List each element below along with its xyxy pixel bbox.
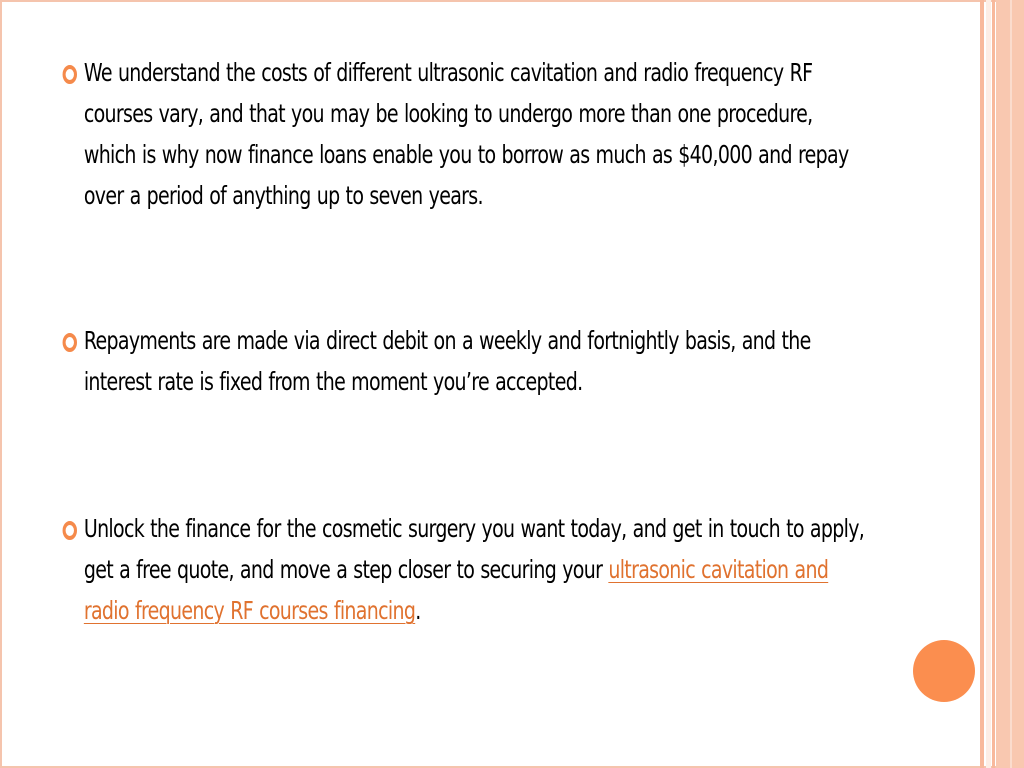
circle-bullet-icon [63,521,77,540]
circle-bullet-icon [63,65,77,84]
side-stripe [1010,0,1012,768]
orange-circle-decoration [913,640,975,702]
bullet-item-finance-loans [58,52,867,216]
circle-bullet-icon [63,333,77,352]
side-stripe [980,0,984,768]
slide-content [58,48,938,631]
bullet-item-repayments [58,320,867,402]
bullet-text: We understand the costs of different ultrasonic cavitation and radio frequency RF courses vary, and that you may be looking to undergo more than one procedure, which is why now finance loans enable you to borrow as much as $40,000 and repay over a period of anything up to seven years. [83,58,849,210]
bullet-item-unlock-finance [58,508,867,631]
bullet-text: Repayments are made via direct debit on a weekly and fortnightly basis, and the interest rate is fixed from the moment you’re accepted. [83,326,811,396]
financing-link[interactable]: ultrasonic cavitation and radio frequency RF courses financing [83,555,829,625]
side-stripe [992,0,995,768]
side-stripe [986,0,991,768]
bullet-text: Unlock the finance for the cosmetic surgery you want today, and get in touch to apply, get a free quote, and move a step closer to securing your [83,514,865,584]
bullet-text-end: . [415,596,421,625]
